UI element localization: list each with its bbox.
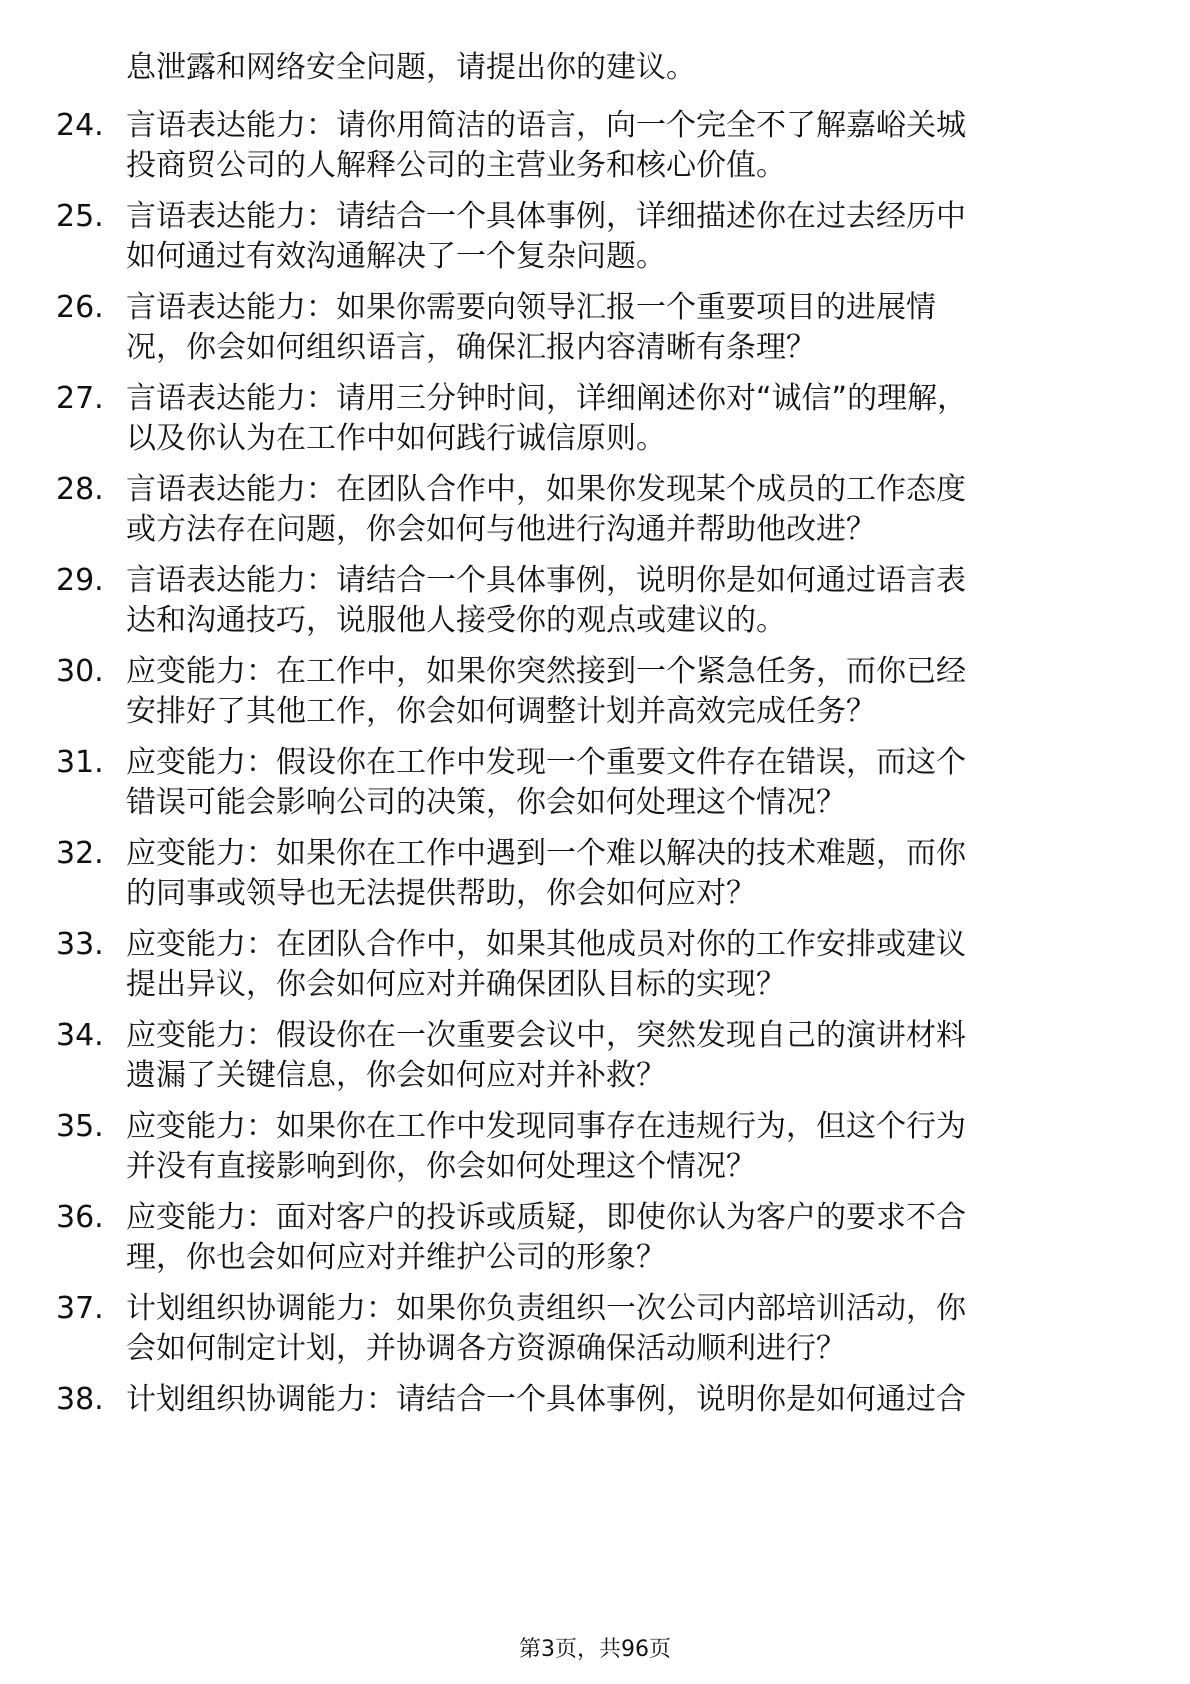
question-number: 26. [56,290,104,325]
question-text: 的同事或领导也无法提供帮助，你会如何应对？ [126,876,756,911]
question-number: 33. [56,927,104,962]
question-text: 应变能力：在团队合作中，如果其他成员对你的工作安排或建议 [126,927,966,962]
question-text: 计划组织协调能力：请结合一个具体事例，说明你是如何通过合 [126,1382,966,1417]
question-number: 25. [56,199,104,234]
question-text: 会如何制定计划，并协调各方资源确保活动顺利进行？ [126,1331,846,1366]
question-text: 应变能力：在工作中，如果你突然接到一个紧急任务，而你已经 [126,654,966,689]
question-text: 计划组织协调能力：如果你负责组织一次公司内部培训活动，你 [126,1291,966,1326]
question-text: 应变能力：如果你在工作中遇到一个难以解决的技术难题，而你 [126,836,966,871]
question-text: 提出异议，你会如何应对并确保团队目标的实现？ [126,967,786,1002]
question-text: 以及你认为在工作中如何践行诚信原则。 [126,421,666,456]
question-number: 28. [56,472,104,507]
question-text: 遗漏了关键信息，你会如何应对并补救？ [126,1058,666,1093]
question-text: 应变能力：面对客户的投诉或质疑，即使你认为客户的要求不合 [126,1200,966,1235]
question-number: 37. [56,1291,104,1326]
question-text: 投商贸公司的人解释公司的主营业务和核心价值。 [126,148,786,183]
question-text: 应变能力：假设你在一次重要会议中，突然发现自己的演讲材料 [126,1018,966,1053]
question-number: 27. [56,381,104,416]
question-text: 错误可能会影响公司的决策，你会如何处理这个情况？ [126,785,846,820]
question-text: 息泄露和网络安全问题，请提出你的建议。 [126,50,696,85]
question-text: 如何通过有效沟通解决了一个复杂问题。 [126,239,666,274]
question-text: 言语表达能力：请用三分钟时间，详细阐述你对“诚信”的理解， [126,381,968,416]
question-text: 言语表达能力：在团队合作中，如果你发现某个成员的工作态度 [126,472,966,507]
question-text: 理，你也会如何应对并维护公司的形象？ [126,1240,666,1275]
question-number: 34. [56,1018,104,1053]
question-number: 24. [56,108,104,143]
question-number: 38. [56,1382,104,1417]
question-text: 言语表达能力：如果你需要向领导汇报一个重要项目的进展情 [126,290,936,325]
question-text: 况，你会如何组织语言，确保汇报内容清晰有条理？ [126,330,816,365]
question-text: 言语表达能力：请结合一个具体事例，说明你是如何通过语言表 [126,563,966,598]
question-number: 36. [56,1200,104,1235]
question-text: 应变能力：如果你在工作中发现同事存在违规行为，但这个行为 [126,1109,966,1144]
question-text: 言语表达能力：请你用简洁的语言，向一个完全不了解嘉峪关城 [126,108,966,143]
question-number: 35. [56,1109,104,1144]
question-number: 32. [56,836,104,871]
question-number: 31. [56,745,104,780]
question-text: 并没有直接影响到你，你会如何处理这个情况？ [126,1149,756,1184]
question-number: 29. [56,563,104,598]
question-text: 安排好了其他工作，你会如何调整计划并高效完成任务？ [126,694,876,729]
question-text: 应变能力：假设你在工作中发现一个重要文件存在错误，而这个 [126,745,966,780]
question-number: 30. [56,654,104,689]
question-text: 言语表达能力：请结合一个具体事例，详细描述你在过去经历中 [126,199,966,234]
question-text: 或方法存在问题，你会如何与他进行沟通并帮助他改进？ [126,512,876,547]
page-footer: 第3页，共96页 [519,1637,671,1662]
question-text: 达和沟通技巧，说服他人接受你的观点或建议的。 [126,603,786,638]
